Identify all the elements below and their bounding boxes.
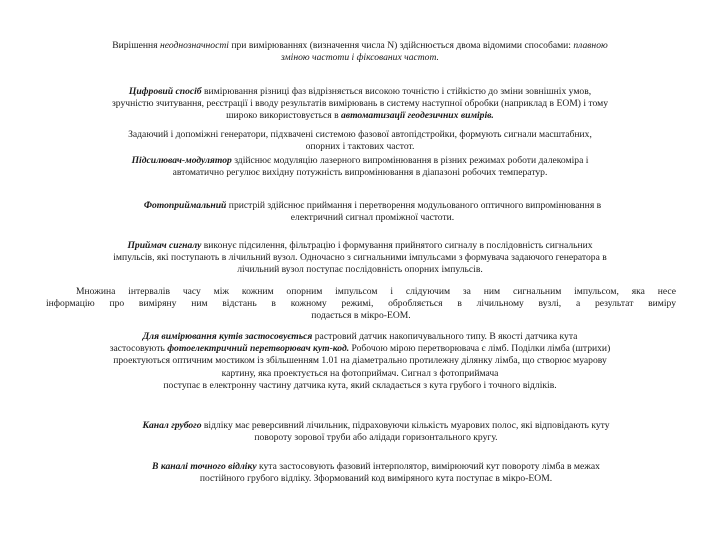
paragraph-generators <box>60 129 660 153</box>
bold-italic-term: Для вимірювання кутів застосовується <box>142 331 313 342</box>
text-span: растровий датчик накопичувального типу. В якості датчика кута <box>312 331 578 342</box>
text-line: картину, яка проектується на фотоприймач. Сигнал з фотоприймача <box>221 367 499 379</box>
text-line: Множина інтервалів часу між кожним опорним імпульсом і слідуючим за ним сигнальним імпульсом, яка несе <box>76 286 676 297</box>
text-line <box>75 200 670 212</box>
text-line: подається в мікро-ЕОМ. <box>311 310 411 322</box>
italic-term: плавною <box>573 40 608 51</box>
text-line <box>74 420 678 432</box>
bold-italic-term: В каналі точного відліку <box>152 461 257 472</box>
text-line <box>42 240 678 252</box>
bold-italic-term: Приймач сигналу <box>127 240 202 251</box>
paragraph-coarse-channel <box>74 420 678 444</box>
text-line <box>40 40 680 52</box>
paragraph-amplifier-modulator <box>60 155 660 179</box>
paragraph-time-intervals <box>46 286 676 323</box>
paragraph-photoreceiver <box>75 200 670 224</box>
italic-term: неоднозначності <box>159 40 229 51</box>
text-span: виконує підсилення, фільтрацію і формування прийнятого сигналу в послідовність сигнальних <box>201 240 593 251</box>
text-line: зміною частоти і фіксованих частот. <box>281 52 439 64</box>
text-line: поступає в електронну частину датчика кута, який складається з кута грубого і точного відліків. <box>163 379 557 391</box>
text-span: кута застосовують фазовий інтерполятор, вимірюючий кут повороту лімба в межах <box>256 461 600 472</box>
paragraph-ambiguity <box>40 40 680 64</box>
bold-italic-term: фотоелектричний перетворювач кут-код. <box>167 343 350 355</box>
text-span: Вирішення <box>112 40 160 51</box>
bold-italic-term: Канал грубого <box>142 420 202 431</box>
text-line: опорних і тактових частот. <box>305 141 415 153</box>
text-span: Робочою мірою перетворювача є лімб. Поділки лімба (штрихи) <box>349 343 611 355</box>
text-span: відліку має реверсивний лічильник, підраховуючи кількість муарових полос, які відповідають куту <box>201 420 610 431</box>
text-line: автоматично регулює вихідну потужність випромінювання в діапазоні робочих температур. <box>172 167 548 179</box>
text-span: пристрій здійснює приймання і перетворення модульованого оптичного випромінювання в <box>226 200 602 211</box>
text-span: широко використовується в <box>226 110 341 122</box>
text-line <box>34 110 686 122</box>
text-span: при вимірюваннях (визначення числа N) здійснюється двома відомими способами: <box>228 40 574 51</box>
text-line <box>74 461 678 473</box>
paragraph-signal-receiver <box>42 240 678 277</box>
text-line: лічильний вузол поступає послідовність опорних імпульсів. <box>237 264 483 276</box>
text-line: проектуються оптичним мостиком із збільшенням 1.01 на діаметрально протилежну ділянку лімба, що створює муарову <box>113 355 607 367</box>
bold-italic-term: Підсилювач-модулятор <box>131 155 232 166</box>
text-line <box>40 343 680 355</box>
text-line: інформацію про виміряну ним відстань в кожному режимі, обробляється в лічильному вузлі, а результат виміру <box>46 298 676 310</box>
paragraph-digital-method <box>34 86 686 123</box>
paragraph-fine-channel <box>74 461 678 485</box>
text-line <box>40 331 680 343</box>
text-line: електричний сигнал проміжної частоти. <box>290 212 455 224</box>
bold-italic-term: Цифровий спосіб <box>128 86 202 97</box>
text-line: імпульсів, які поступають в лічильний вузол. Одночасно з сигнальними імпульсами з формувача задаючого генератора в <box>113 252 607 264</box>
text-line: постійного грубого відліку. Зформований код виміряного кута поступає в мікро-ЕОМ. <box>199 473 553 485</box>
paragraph-angle-measurement <box>40 331 680 392</box>
text-line: зручністю зчитування, реєстрації і вводу результатів вимірювань в систему наступної обробки (наприклад в ЕОМ) і тому <box>112 98 608 110</box>
bold-italic-term: автоматизації геодезичних вимірів. <box>341 110 494 122</box>
text-line <box>34 86 686 98</box>
text-span: застосовують <box>109 343 168 355</box>
text-span: здійснює модуляцію лазерного випромінювання в різних режимах роботи далекоміра і <box>231 155 589 166</box>
text-span: вимірювання різниці фаз відрізняється високою точністю і стійкістю до зміни зовнішніх умов, <box>201 86 592 97</box>
bold-italic-term: Фотоприймальний <box>143 200 227 211</box>
text-line: Задаючий і допоміжні генератори, підхвачені системою фазової автопідстройки, формують сигнали масштабних, <box>128 129 592 140</box>
text-line: повороту зорової труби або алідади горизонтального кругу. <box>254 432 498 444</box>
text-line <box>60 155 660 167</box>
